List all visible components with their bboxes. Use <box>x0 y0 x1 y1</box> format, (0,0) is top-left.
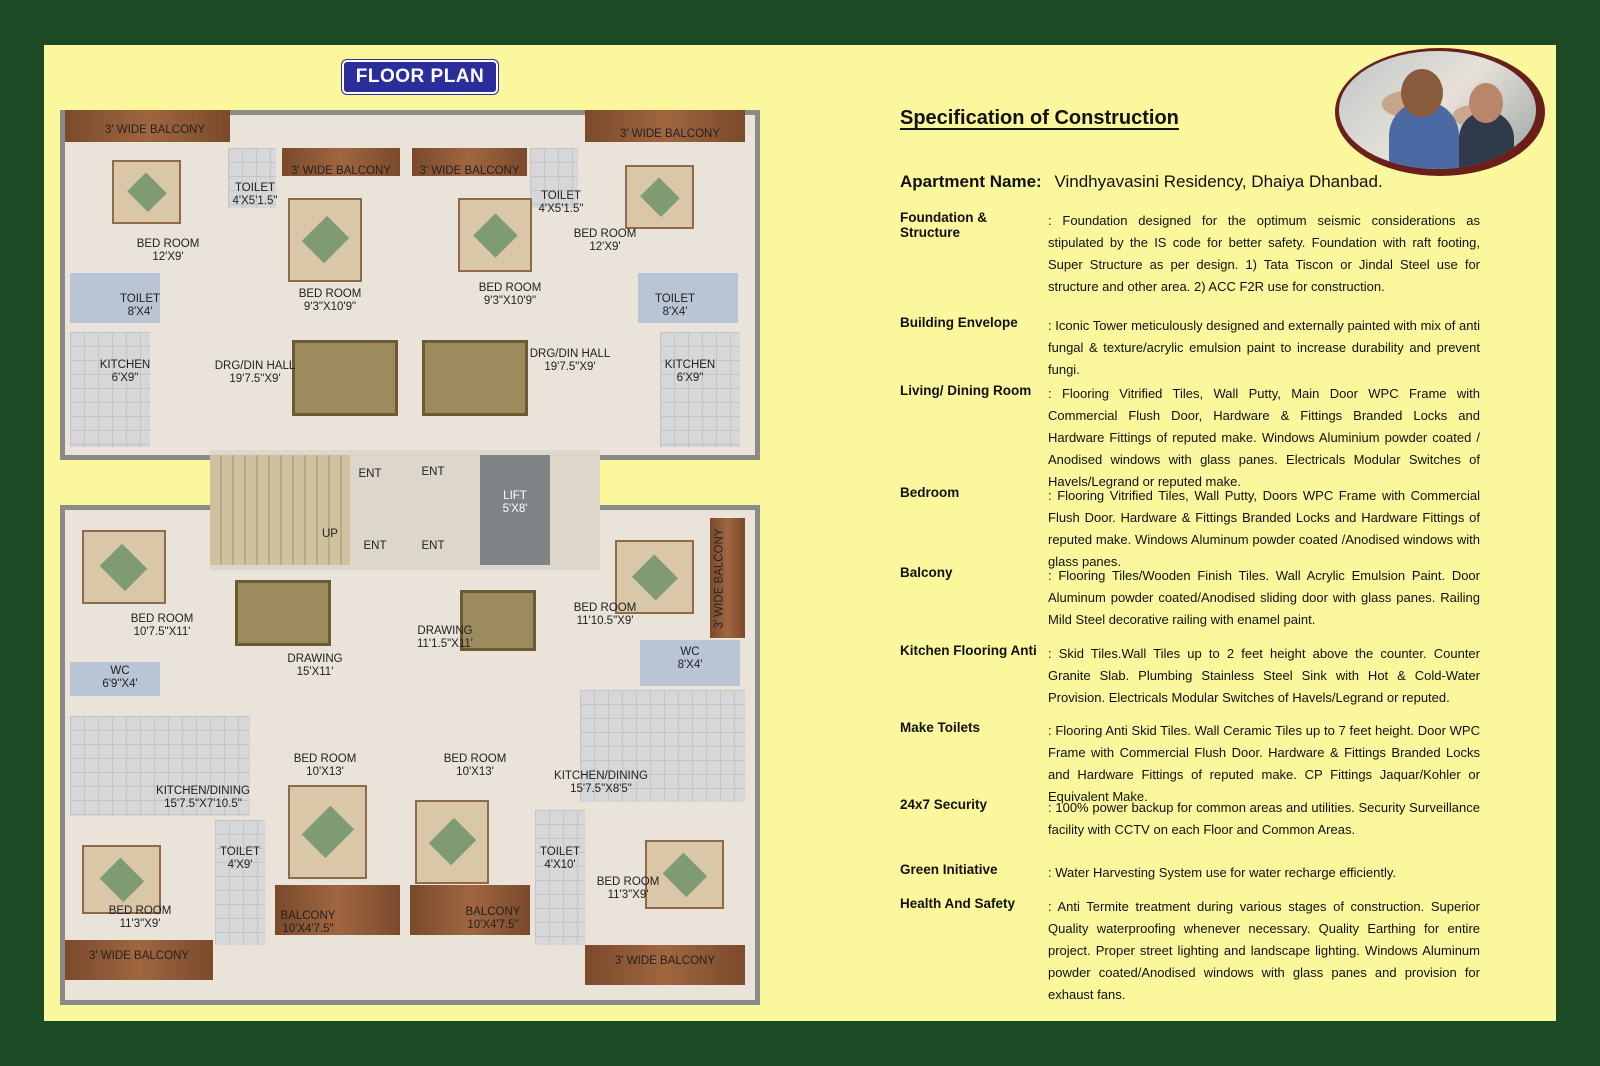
bed-icon <box>82 845 161 914</box>
spec-key: Kitchen Flooring Anti <box>900 643 1037 658</box>
room-label: BED ROOM 11'3"X9' <box>596 876 660 901</box>
spec-value: : 100% power backup for common areas and utilities. Security Surveillance facility with CCTV on each Floor and Common Areas. <box>1048 800 1480 837</box>
room-label: ENT <box>421 466 445 478</box>
room-label: 3' WIDE BALCONY <box>713 528 726 629</box>
spec-key: Balcony <box>900 565 953 580</box>
room-label: DRAWING 15'X11' <box>287 653 343 678</box>
room-label: 3' WIDE BALCONY <box>419 165 520 177</box>
room-label: ENT <box>363 540 387 552</box>
room-label: BED ROOM 10'7.5"X11' <box>130 613 194 638</box>
bed-icon <box>288 198 362 282</box>
room-label: BED ROOM 11'10.5"X9' <box>573 602 637 627</box>
spec-value: : Flooring Vitrified Tiles, Wall Putty, Doors WPC Frame with Commercial Flush Door. Hardware & Fittings Branded Locks and Hardware Fittings of reputed make. Windows Aluminum powder coated /Anodised windows with glass panes. <box>1048 488 1480 569</box>
room-label: 3' WIDE BALCONY <box>615 955 715 967</box>
room-label: ENT <box>358 468 382 480</box>
room-label: BED ROOM 9'3"X10'9" <box>478 282 542 307</box>
bed-icon <box>112 160 181 224</box>
apartment-name <box>900 172 1383 192</box>
bed-icon <box>82 530 166 604</box>
room-label: TOILET 4'X10' <box>539 846 581 871</box>
room-label: TOILET 8'X4' <box>119 293 161 318</box>
room-label: 3' WIDE BALCONY <box>105 124 205 136</box>
spec-key: Living/ Dining Room <box>900 383 1032 398</box>
room-label: TOILET 4'X9' <box>219 846 261 871</box>
face-icon <box>1469 83 1503 123</box>
spec-value: : Anti Termite treatment during various stages of construction. Superior Quality waterproofing whenever necessary. Quality Earthing for entire project. Proper street lighting and landscape lighting. Windows Aluminum powder coated/Anodised windows with glass panes and provision for exhaust fans. <box>1048 899 1480 1002</box>
spec-key: Foundation & Structure <box>900 210 987 240</box>
spec-key: 24x7 Security <box>900 797 988 812</box>
room-label: 3' WIDE BALCONY <box>89 950 189 962</box>
room-label: KITCHEN/DINING 15'7.5"X7'10.5" <box>156 785 250 810</box>
spec-value: : Skid Tiles.Wall Tiles up to 2 feet height above the counter. Counter Granite Slab. Plumbing Stainless Steel Sink with Hot & Cold-Water Provision. Electricals Modular Switches of Havels/Legrand or reputed. <box>1048 646 1480 705</box>
couple-photo-frame <box>1335 48 1545 176</box>
toilet-bottom-left <box>215 820 265 945</box>
room-label: LIFT 5'X8' <box>502 490 528 515</box>
spec-key: Bedroom <box>900 485 960 500</box>
face-icon <box>1401 69 1443 117</box>
room-label: DRG/DIN HALL 19'7.5"X9' <box>214 360 296 385</box>
kitchen-right <box>660 332 740 447</box>
rug <box>235 580 331 646</box>
apartment-key: Apartment Name: <box>900 172 1042 191</box>
spec-value: : Iconic Tower meticulously designed and externally painted with mix of anti fungal & texture/acrylic emulsion paint to increase durability and prevent fungi. <box>1048 318 1480 377</box>
spec-title: Specification of Construction <box>900 107 1179 129</box>
room-label: BED ROOM 12'X9' <box>136 238 200 263</box>
room-label: BALCONY 10'X4'7.5" <box>465 906 521 931</box>
room-label: WC 8'X4' <box>677 646 703 671</box>
couple-photo <box>1339 51 1536 169</box>
room-label: WC 6'9"X4' <box>102 665 138 690</box>
spec-key: Building Envelope <box>900 315 1018 330</box>
bed-icon <box>625 165 694 229</box>
room-label: BALCONY 10'X4'7.5" <box>280 910 336 935</box>
room-label: KITCHEN 6'X9" <box>99 359 151 384</box>
apartment-value: Vindhyavasini Residency, Dhaiya Dhanbad. <box>1054 172 1383 191</box>
bed-icon <box>288 785 367 879</box>
room-label: 3' WIDE BALCONY <box>620 128 720 140</box>
room-label: ENT <box>421 540 445 552</box>
spec-value: : Water Harvesting System use for water recharge efficiently. <box>1048 865 1397 880</box>
room-label: BED ROOM 12'X9' <box>573 228 637 253</box>
room-label: BED ROOM 10'X13' <box>293 753 357 778</box>
room-label: BED ROOM 9'3"X10'9" <box>298 288 362 313</box>
spec-value: : Flooring Tiles/Wooden Finish Tiles. Wall Acrylic Emulsion Paint. Door Aluminum powder coated/Anodised sliding door with glass panes. Railing Mild Steel decorative railing with enamel paint. <box>1048 568 1480 627</box>
room-label: TOILET 4'X5'1.5" <box>232 182 278 207</box>
room-label: TOILET 8'X4' <box>654 293 696 318</box>
kitchen-left <box>70 332 150 447</box>
room-label: UP <box>322 528 338 540</box>
spec-key: Health And Safety <box>900 896 1016 911</box>
spec-value: : Flooring Anti Skid Tiles. Wall Ceramic Tiles up to 7 feet height. Door WPC Frame with Commercial Flush Door. Hardware & Fittings Branded Locks and Hardware Fittings of reputed make. CP Fittings Jaquar/Kohler or Equivalent Make. <box>1048 723 1480 804</box>
room-label: BED ROOM 11'3"X9' <box>108 905 172 930</box>
bed-icon <box>415 800 489 884</box>
room-label: DRAWING 11'1.5"X11' <box>416 625 473 650</box>
spec-value: : Flooring Vitrified Tiles, Wall Putty, Main Door WPC Frame with Commercial Flush Door, Hardware & Fittings Branded Locks and Hardware Fittings of reputed make. Windows Aluminium powder coated / Anodised windows with glass panes. Electricals Modular Switches of Havels/Legrand or reputed make. <box>1048 386 1480 489</box>
room-label: 3' WIDE BALCONY <box>291 165 391 177</box>
bed-icon <box>458 198 532 272</box>
room-label: KITCHEN/DINING 15'7.5"X8'5" <box>554 770 648 795</box>
room-label: TOILET 4'X5'1.5" <box>538 190 584 215</box>
floor-plan-title: FLOOR PLAN <box>342 60 498 94</box>
room-label: BED ROOM 10'X13' <box>443 753 507 778</box>
staircase <box>210 455 350 565</box>
spec-key: Green Initiative <box>900 862 998 877</box>
spec-value: : Foundation designed for the optimum seismic considerations as stipulated by the IS code for better safety. Foundation with raft footing, Super Structure as per design. 1) Tata Tiscon or Jindal Steel use for structure and other area. 2) ACC F2R use for construction. <box>1048 213 1480 294</box>
room-label: DRG/DIN HALL 19'7.5"X9' <box>529 348 611 373</box>
floor-plan <box>60 110 760 1005</box>
room-label: KITCHEN 6'X9" <box>664 359 716 384</box>
spec-key: Make Toilets <box>900 720 981 735</box>
